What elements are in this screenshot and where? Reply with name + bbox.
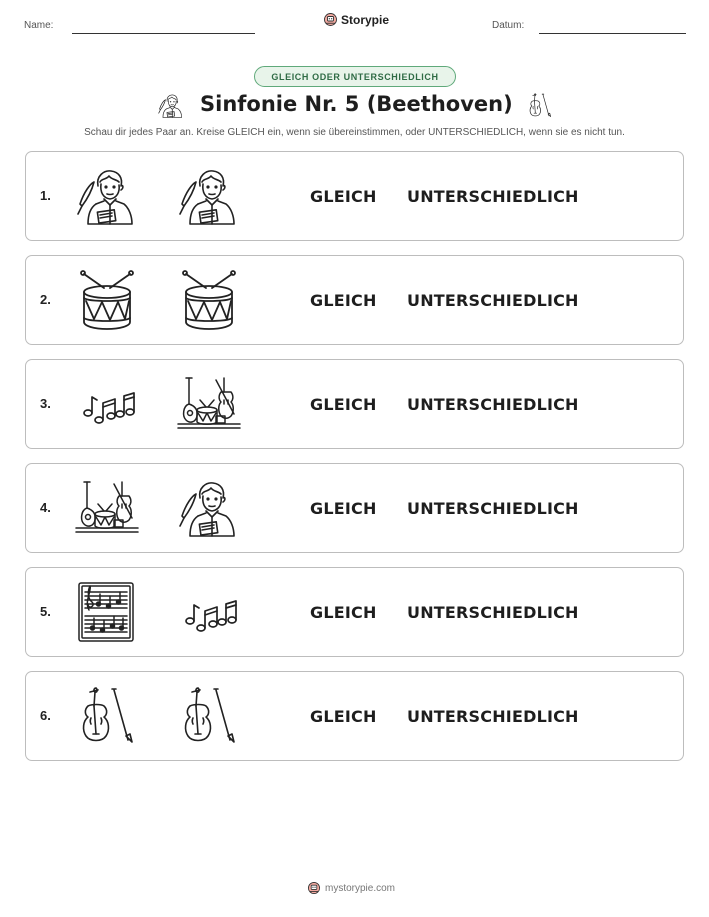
option-different[interactable]: UNTERSCHIEDLICH bbox=[407, 291, 579, 310]
footer-url[interactable]: mystorypie.com bbox=[325, 882, 396, 894]
storypie-logo-icon bbox=[323, 12, 338, 27]
question-number: 5. bbox=[40, 604, 51, 619]
name-line[interactable] bbox=[72, 33, 255, 34]
page-title: Sinfonie Nr. 5 (Beethoven) bbox=[200, 92, 513, 116]
option-different[interactable]: UNTERSCHIEDLICH bbox=[407, 499, 579, 518]
music-notes-icon bbox=[74, 372, 140, 438]
instruments-icon bbox=[74, 476, 140, 542]
worksheet-type-badge: GLEICH ODER UNTERSCHIEDLICH bbox=[254, 66, 456, 87]
option-different[interactable]: UNTERSCHIEDLICH bbox=[407, 187, 579, 206]
drum-icon bbox=[74, 268, 140, 334]
beethoven-icon bbox=[176, 164, 242, 230]
question-number: 3. bbox=[40, 396, 51, 411]
question-row-2 bbox=[25, 255, 684, 345]
question-number: 2. bbox=[40, 292, 51, 307]
option-different[interactable]: UNTERSCHIEDLICH bbox=[407, 603, 579, 622]
violin-icon bbox=[526, 91, 554, 121]
question-number: 4. bbox=[40, 500, 51, 515]
brand-name: Storypie bbox=[341, 12, 390, 27]
violin-icon bbox=[74, 684, 140, 750]
instruments-icon bbox=[176, 372, 242, 438]
beethoven-icon bbox=[157, 92, 185, 120]
option-same[interactable]: GLEICH bbox=[310, 499, 377, 518]
instructions: Schau dir jedes Paar an. Kreise GLEICH ein, wenn sie übereinstimmen, oder UNTERSCHIEDLICH, wenn sie es nicht tun. bbox=[84, 127, 625, 138]
storypie-logo-icon bbox=[307, 881, 321, 895]
name-label: Name: bbox=[24, 20, 54, 31]
question-row-5 bbox=[25, 567, 684, 657]
option-same[interactable]: GLEICH bbox=[310, 291, 377, 310]
drum-icon bbox=[176, 268, 242, 334]
violin-icon bbox=[176, 684, 242, 750]
option-same[interactable]: GLEICH bbox=[310, 395, 377, 414]
date-line[interactable] bbox=[539, 33, 686, 34]
question-row-6 bbox=[25, 671, 684, 761]
footer bbox=[307, 881, 395, 895]
brand-logo bbox=[323, 12, 389, 27]
question-number: 6. bbox=[40, 708, 51, 723]
question-number: 1. bbox=[40, 188, 51, 203]
option-same[interactable]: GLEICH bbox=[310, 603, 377, 622]
date-label: Datum: bbox=[492, 20, 525, 31]
option-same[interactable]: GLEICH bbox=[310, 187, 377, 206]
question-row-3 bbox=[25, 359, 684, 449]
question-row-4 bbox=[25, 463, 684, 553]
beethoven-icon bbox=[176, 476, 242, 542]
option-different[interactable]: UNTERSCHIEDLICH bbox=[407, 707, 579, 726]
music-notes-icon bbox=[176, 580, 242, 646]
option-same[interactable]: GLEICH bbox=[310, 707, 377, 726]
beethoven-icon bbox=[74, 164, 140, 230]
sheet-music-icon bbox=[74, 580, 140, 646]
option-different[interactable]: UNTERSCHIEDLICH bbox=[407, 395, 579, 414]
question-row-1 bbox=[25, 151, 684, 241]
